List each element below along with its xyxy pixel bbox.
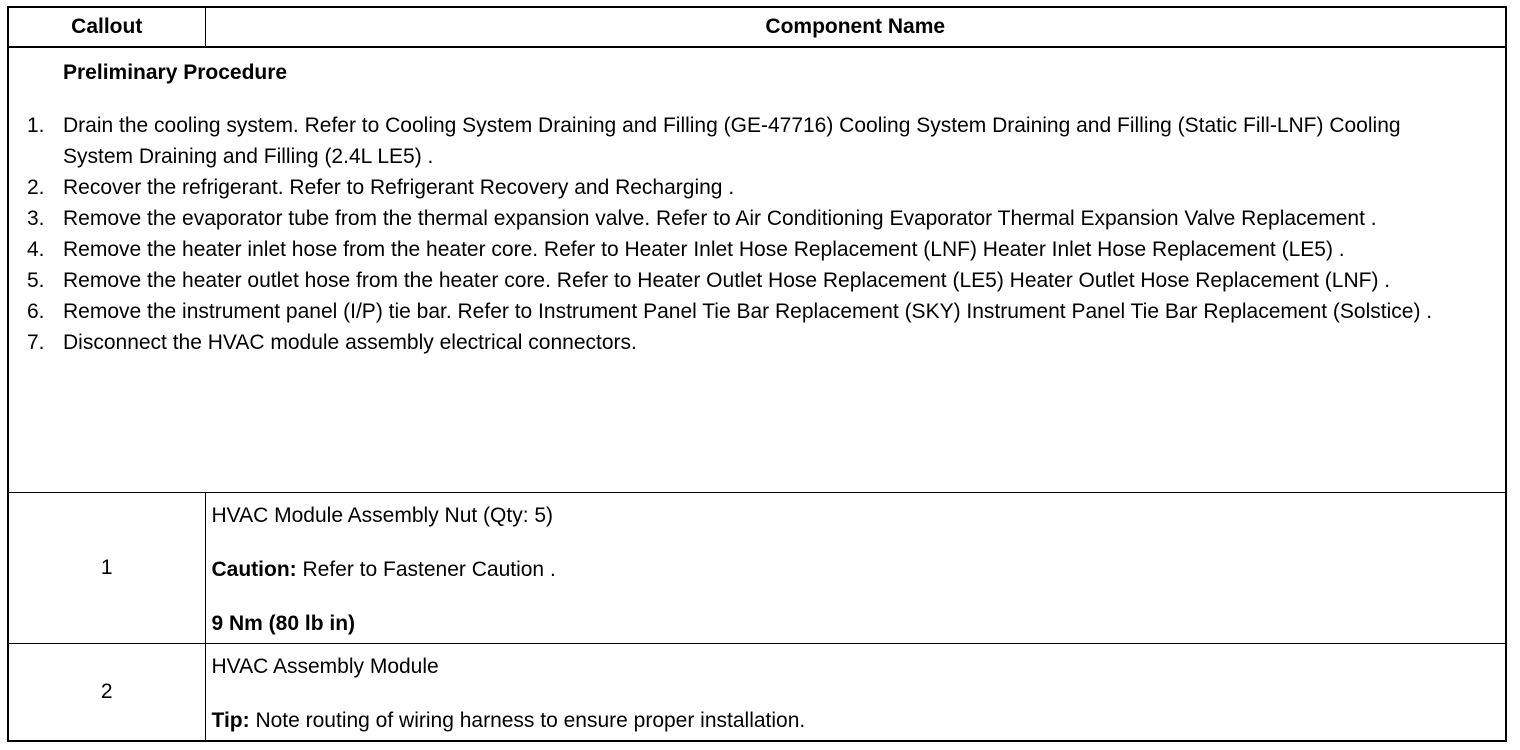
step-text: Remove the instrument panel (I/P) tie bar. Refer to Instrument Panel Tie Bar Replacement (SKY) Instrument Panel Tie Bar Replacement (Solstice) . bbox=[63, 300, 1433, 323]
step-text: Drain the cooling system. Refer to Cooling System Draining and Filling (GE-47716) Cooling System Draining and Filling (Static Fill-LNF) Cooling System Draining and Filling (2.4L LE5) . bbox=[63, 114, 1401, 168]
step-number: 4. bbox=[27, 238, 45, 261]
component-table bbox=[7, 6, 1507, 742]
callout-number: 2 bbox=[8, 643, 205, 741]
step-number: 1. bbox=[27, 114, 45, 137]
callout-header: Callout bbox=[8, 7, 205, 47]
caution-text: Refer to Fastener Caution . bbox=[296, 557, 556, 581]
step-text: Recover the refrigerant. Refer to Refrigerant Recovery and Recharging . bbox=[63, 176, 735, 199]
procedure-step bbox=[9, 172, 1495, 203]
procedure-step bbox=[9, 265, 1495, 296]
step-text: Remove the heater outlet hose from the heater core. Refer to Heater Outlet Hose Replacement (LE5) Heater Outlet Hose Replacement (LNF) . bbox=[63, 269, 1391, 292]
step-number: 6. bbox=[27, 300, 45, 323]
component-name-cell bbox=[205, 643, 1506, 741]
procedure-step bbox=[9, 327, 1495, 358]
tip-label: Tip: bbox=[211, 708, 250, 732]
step-number: 7. bbox=[27, 331, 45, 354]
step-number: 3. bbox=[27, 207, 45, 230]
procedure-steps bbox=[9, 110, 1495, 358]
step-text: Disconnect the HVAC module assembly electrical connectors. bbox=[63, 331, 637, 354]
preliminary-procedure-row bbox=[8, 47, 1506, 492]
procedure-step bbox=[9, 234, 1495, 265]
component-name-cell bbox=[205, 492, 1506, 643]
caution-note bbox=[212, 556, 1500, 583]
table-header-row bbox=[8, 7, 1506, 47]
step-text: Remove the evaporator tube from the thermal expansion valve. Refer to Air Conditioning Evaporator Thermal Expansion Valve Replacement . bbox=[63, 207, 1377, 230]
tip-text: Note routing of wiring harness to ensure proper installation. bbox=[249, 708, 806, 732]
component-name-header: Component Name bbox=[205, 7, 1506, 47]
callout-number: 1 bbox=[8, 492, 205, 643]
table-row bbox=[8, 643, 1506, 741]
procedure-step bbox=[9, 203, 1495, 234]
component-name: HVAC Module Assembly Nut (Qty: 5) bbox=[211, 503, 554, 527]
step-number: 2. bbox=[27, 176, 45, 199]
tip-note bbox=[212, 707, 1500, 734]
preliminary-procedure-heading: Preliminary Procedure bbox=[63, 61, 288, 84]
caution-label: Caution: bbox=[211, 557, 297, 581]
preliminary-procedure-cell bbox=[8, 47, 1506, 492]
step-number: 5. bbox=[27, 269, 45, 292]
torque-spec: 9 Nm (80 lb in) bbox=[211, 611, 356, 635]
table-row bbox=[8, 492, 1506, 643]
procedure-step bbox=[9, 296, 1495, 327]
step-text: Remove the heater inlet hose from the heater core. Refer to Heater Inlet Hose Replacement (LNF) Heater Inlet Hose Replacement (LE5) . bbox=[63, 238, 1345, 261]
procedure-step bbox=[9, 110, 1495, 172]
component-name: HVAC Assembly Module bbox=[211, 654, 439, 678]
